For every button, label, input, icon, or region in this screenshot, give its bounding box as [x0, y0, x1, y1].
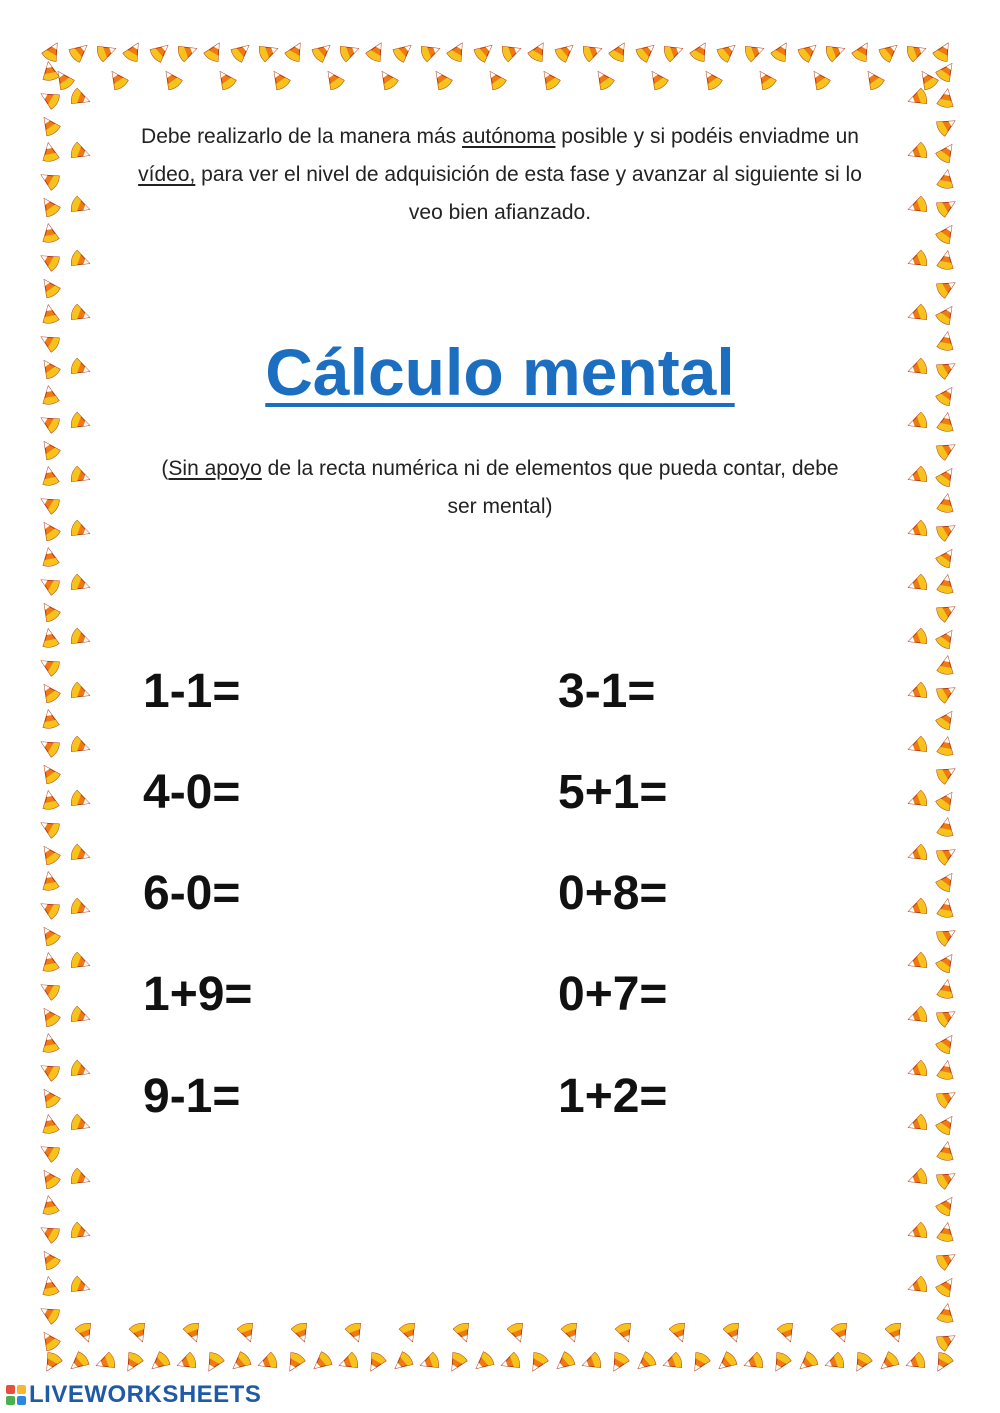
candy-corn-icon	[70, 628, 92, 649]
candy-corn-icon	[770, 39, 793, 63]
candy-corn-icon	[70, 466, 92, 487]
candy-corn-icon	[878, 39, 902, 63]
candy-corn-icon	[70, 1060, 92, 1081]
candy-corn-icon	[445, 1351, 468, 1375]
candy-corn-icon	[538, 67, 561, 91]
candy-corn-icon	[38, 1004, 61, 1028]
candy-corn-icon	[268, 67, 291, 91]
candy-corn-icon	[228, 1351, 252, 1375]
candy-corn-icon	[906, 1276, 928, 1297]
candy-corn-icon	[37, 978, 61, 1001]
support-note-open-paren: (	[161, 457, 169, 480]
operation-right-5: 1+2=	[558, 1070, 668, 1123]
candy-corn-icon	[70, 736, 92, 757]
candy-corn-icon	[70, 1222, 92, 1243]
support-note	[150, 450, 850, 526]
candy-corn-icon	[37, 168, 61, 191]
candy-corn-icon	[935, 1005, 959, 1028]
candy-corn-icon	[37, 1221, 61, 1244]
candy-corn-icon	[935, 1193, 958, 1217]
candy-corn-icon	[37, 1059, 61, 1082]
candy-corn-icon	[906, 1222, 928, 1243]
candy-corn-icon	[258, 41, 280, 62]
candy-corn-icon	[38, 599, 61, 623]
candy-corn-icon	[932, 39, 955, 63]
candy-corn-icon	[935, 762, 959, 785]
candy-corn-icon	[935, 221, 958, 245]
logo-blocks-icon	[6, 1385, 26, 1405]
candy-corn-icon	[906, 682, 928, 703]
candy-corn-icon	[309, 1351, 333, 1375]
candy-corn-icon	[149, 39, 173, 63]
candy-corn-icon	[70, 898, 92, 919]
operation-right-4: 0+7=	[558, 968, 668, 1021]
candy-corn-icon	[906, 1168, 928, 1189]
candy-corn-icon	[526, 1351, 549, 1375]
candy-corn-icon	[935, 276, 959, 299]
candy-corn-icon	[688, 1351, 711, 1375]
candy-corn-icon	[202, 1351, 225, 1375]
candy-corn-icon	[646, 67, 669, 91]
candy-corn-icon	[94, 1352, 116, 1373]
candy-corn-icon	[38, 761, 61, 785]
candy-corn-icon	[420, 41, 442, 62]
instructions-underline-video: vídeo,	[138, 163, 196, 186]
candy-corn-icon	[906, 736, 928, 757]
candy-corn-icon	[825, 41, 847, 62]
candy-corn-icon	[40, 547, 59, 568]
candy-corn-icon	[935, 707, 958, 731]
candy-corn-icon	[446, 39, 469, 63]
candy-corn-icon	[70, 844, 92, 865]
candy-corn-icon	[38, 842, 61, 866]
operation-left-3: 6-0=	[143, 867, 241, 920]
candy-corn-icon	[37, 897, 61, 920]
instructions-underline-autonomous: autónoma	[462, 125, 556, 148]
candy-corn-icon	[38, 275, 61, 299]
instructions-part-2: posible y si podéis enviadme un	[555, 125, 859, 148]
candy-corn-icon	[906, 898, 928, 919]
candy-corn-icon	[38, 437, 61, 461]
candy-corn-icon	[700, 67, 723, 91]
candy-corn-icon	[937, 655, 956, 676]
instructions-text	[120, 118, 880, 232]
candy-corn-icon	[904, 1352, 926, 1373]
candy-corn-icon	[37, 573, 61, 596]
operation-left-1: 1-1=	[143, 665, 241, 718]
candy-corn-icon	[935, 59, 958, 83]
candy-corn-icon	[607, 1351, 630, 1375]
candy-corn-icon	[744, 41, 766, 62]
candy-corn-icon	[661, 1352, 683, 1373]
page-title-text: Cálculo mental	[265, 335, 735, 409]
candy-corn-icon	[38, 1085, 61, 1109]
candy-corn-icon	[66, 1351, 90, 1375]
candy-corn-icon	[937, 1222, 956, 1243]
candy-corn-icon	[70, 88, 92, 109]
candy-corn-icon	[311, 39, 335, 63]
candy-corn-icon	[339, 41, 361, 62]
candy-corn-icon	[40, 1114, 59, 1135]
candy-corn-icon	[808, 67, 831, 91]
candy-corn-icon	[38, 194, 61, 218]
candy-corn-icon	[37, 1302, 61, 1325]
candy-corn-icon	[916, 67, 939, 91]
candy-corn-icon	[669, 1322, 690, 1344]
candy-corn-icon	[484, 67, 507, 91]
candy-corn-icon	[935, 114, 959, 137]
candy-corn-icon	[935, 924, 959, 947]
candy-corn-icon	[906, 952, 928, 973]
candy-corn-icon	[554, 39, 578, 63]
candy-corn-icon	[430, 67, 453, 91]
candy-corn-icon	[723, 1322, 744, 1344]
logo-text: LIVEWORKSHEETS	[29, 1381, 262, 1408]
candy-corn-icon	[935, 788, 958, 812]
candy-corn-icon	[937, 898, 956, 919]
candy-corn-icon	[561, 1322, 582, 1344]
candy-corn-icon	[937, 574, 956, 595]
candy-corn-icon	[906, 304, 928, 325]
support-note-rest: de la recta numérica ni de elementos que pueda contar, debe ser mental)	[261, 457, 839, 518]
candy-corn-icon	[37, 492, 61, 515]
candy-corn-icon	[935, 545, 958, 569]
candy-corn-icon	[40, 709, 59, 730]
candy-corn-icon	[38, 113, 61, 137]
candy-corn-icon	[935, 1112, 958, 1136]
candy-corn-icon	[70, 304, 92, 325]
candy-corn-icon	[40, 223, 59, 244]
candy-corn-icon	[906, 250, 928, 271]
candy-corn-icon	[399, 1322, 420, 1344]
candy-corn-icon	[906, 1114, 928, 1135]
candy-corn-icon	[70, 1006, 92, 1027]
candy-corn-icon	[935, 681, 959, 704]
candy-corn-icon	[284, 39, 307, 63]
candy-corn-icon	[214, 67, 237, 91]
candy-corn-icon	[37, 816, 61, 839]
candy-corn-icon	[797, 39, 821, 63]
candy-corn-icon	[906, 520, 928, 541]
candy-corn-icon	[937, 736, 956, 757]
operation-left-4: 1+9=	[143, 968, 253, 1021]
candy-corn-icon	[851, 39, 874, 63]
candy-corn-icon	[935, 195, 959, 218]
candy-corn-icon	[935, 1086, 959, 1109]
candy-corn-icon	[38, 1247, 61, 1271]
candy-corn-icon	[392, 39, 416, 63]
candy-corn-icon	[38, 680, 61, 704]
candy-corn-icon	[40, 142, 59, 163]
candy-corn-icon	[390, 1351, 414, 1375]
candy-corn-icon	[122, 39, 145, 63]
candy-corn-icon	[633, 1351, 657, 1375]
candy-corn-icon	[345, 1322, 366, 1344]
operation-right-3: 0+8=	[558, 867, 668, 920]
candy-corn-icon	[38, 1166, 61, 1190]
candy-corn-icon	[608, 39, 631, 63]
candy-corn-icon	[935, 519, 959, 542]
candy-corn-icon	[580, 1352, 602, 1373]
candy-corn-icon	[96, 41, 118, 62]
candy-corn-icon	[70, 142, 92, 163]
candy-corn-icon	[937, 493, 956, 514]
candy-corn-icon	[850, 1351, 873, 1375]
candy-corn-icon	[769, 1351, 792, 1375]
candy-corn-icon	[935, 1329, 959, 1352]
candy-corn-icon	[40, 61, 59, 82]
candy-corn-icon	[365, 39, 388, 63]
candy-corn-icon	[615, 1322, 636, 1344]
candy-corn-icon	[147, 1351, 171, 1375]
candy-corn-icon	[906, 41, 928, 62]
candy-corn-icon	[70, 574, 92, 595]
candy-corn-icon	[937, 88, 956, 109]
candy-corn-icon	[714, 1351, 738, 1375]
candy-corn-icon	[552, 1351, 576, 1375]
liveworksheets-logo[interactable]	[6, 1381, 261, 1409]
candy-corn-icon	[203, 39, 226, 63]
candy-corn-icon	[935, 302, 958, 326]
candy-corn-icon	[935, 140, 958, 164]
candy-corn-icon	[40, 871, 59, 892]
candy-corn-icon	[935, 869, 958, 893]
candy-corn-icon	[230, 39, 254, 63]
candy-corn-icon	[689, 39, 712, 63]
instructions-part-3: para ver el nivel de adquisición de esta fase y avanzar al siguiente si lo veo bien afianzado.	[195, 163, 862, 224]
candy-corn-icon	[935, 950, 958, 974]
candy-corn-icon	[40, 1195, 59, 1216]
candy-corn-icon	[527, 39, 550, 63]
candy-corn-icon	[237, 1322, 258, 1344]
candy-corn-icon	[663, 41, 685, 62]
candy-corn-icon	[937, 1303, 956, 1324]
candy-corn-icon	[70, 412, 92, 433]
candy-corn-icon	[823, 1352, 845, 1373]
candy-corn-icon	[906, 142, 928, 163]
candy-corn-icon	[40, 790, 59, 811]
candy-corn-icon	[37, 249, 61, 272]
candy-corn-icon	[937, 979, 956, 1000]
candy-corn-icon	[499, 1352, 521, 1373]
candy-corn-icon	[937, 169, 956, 190]
candy-corn-icon	[337, 1352, 359, 1373]
candy-corn-icon	[40, 1033, 59, 1054]
candy-corn-icon	[68, 39, 92, 63]
candy-corn-icon	[37, 1140, 61, 1163]
candy-corn-icon	[935, 464, 958, 488]
candy-corn-icon	[70, 1168, 92, 1189]
candy-corn-icon	[175, 1352, 197, 1373]
candy-corn-icon	[471, 1351, 495, 1375]
candy-corn-icon	[70, 790, 92, 811]
candy-corn-icon	[935, 1274, 958, 1298]
candy-corn-icon	[38, 518, 61, 542]
candy-corn-icon	[37, 411, 61, 434]
page-title	[0, 330, 1000, 414]
candy-corn-icon	[473, 39, 497, 63]
candy-corn-icon	[777, 1322, 798, 1344]
candy-corn-icon	[70, 952, 92, 973]
candy-corn-icon	[37, 654, 61, 677]
candy-corn-icon	[862, 67, 885, 91]
candy-corn-icon	[37, 87, 61, 110]
operation-left-2: 4-0=	[143, 766, 241, 819]
candy-corn-icon	[70, 250, 92, 271]
candy-corn-icon	[37, 735, 61, 758]
candy-corn-icon	[906, 196, 928, 217]
candy-corn-icon	[795, 1351, 819, 1375]
candy-corn-icon	[75, 1322, 96, 1344]
candy-corn-icon	[376, 67, 399, 91]
operation-right-1: 3-1=	[558, 665, 656, 718]
candy-corn-icon	[906, 628, 928, 649]
candy-corn-icon	[70, 1276, 92, 1297]
candy-corn-icon	[322, 67, 345, 91]
candy-corn-icon	[742, 1352, 764, 1373]
candy-corn-icon	[70, 520, 92, 541]
candy-corn-icon	[121, 1351, 144, 1375]
candy-corn-icon	[937, 1141, 956, 1162]
candy-corn-icon	[906, 412, 928, 433]
candy-corn-icon	[876, 1351, 900, 1375]
candy-corn-icon	[177, 41, 199, 62]
candy-corn-icon	[906, 466, 928, 487]
candy-corn-icon	[937, 250, 956, 271]
candy-corn-icon	[70, 196, 92, 217]
candy-corn-icon	[291, 1322, 312, 1344]
candy-corn-icon	[906, 1006, 928, 1027]
candy-corn-icon	[716, 39, 740, 63]
candy-corn-icon	[183, 1322, 204, 1344]
candy-corn-icon	[41, 39, 64, 63]
candy-corn-icon	[40, 1351, 63, 1375]
candy-corn-icon	[754, 67, 777, 91]
candy-corn-icon	[582, 41, 604, 62]
candy-corn-icon	[38, 1328, 61, 1352]
candy-corn-icon	[935, 843, 959, 866]
candy-corn-icon	[935, 1167, 959, 1190]
candy-corn-icon	[635, 39, 659, 63]
candy-corn-icon	[40, 466, 59, 487]
candy-corn-icon	[906, 1060, 928, 1081]
candy-corn-icon	[507, 1322, 528, 1344]
candy-corn-icon	[40, 952, 59, 973]
candy-corn-icon	[906, 844, 928, 865]
candy-corn-icon	[935, 600, 959, 623]
candy-corn-icon	[906, 790, 928, 811]
candy-corn-icon	[40, 628, 59, 649]
candy-corn-icon	[501, 41, 523, 62]
candy-corn-icon	[70, 1114, 92, 1135]
candy-corn-icon	[129, 1322, 150, 1344]
candy-corn-icon	[256, 1352, 278, 1373]
candy-corn-icon	[935, 438, 959, 461]
candy-corn-icon	[906, 574, 928, 595]
candy-corn-icon	[831, 1322, 852, 1344]
candy-corn-icon	[937, 1060, 956, 1081]
candy-corn-icon	[885, 1322, 906, 1344]
candy-corn-icon	[935, 1248, 959, 1271]
candy-corn-icon	[592, 67, 615, 91]
candy-corn-icon	[40, 304, 59, 325]
candy-corn-icon	[106, 67, 129, 91]
instructions-part-1: Debe realizarlo de la manera más	[141, 125, 463, 148]
candy-corn-icon	[935, 1031, 958, 1055]
candy-corn-icon	[931, 1351, 954, 1375]
candy-corn-icon	[906, 88, 928, 109]
candy-corn-icon	[937, 412, 956, 433]
operation-left-5: 9-1=	[143, 1070, 241, 1123]
candy-corn-icon	[160, 67, 183, 91]
candy-corn-icon	[935, 626, 958, 650]
candy-corn-icon	[937, 817, 956, 838]
candy-corn-icon	[70, 682, 92, 703]
candy-corn-icon	[40, 1276, 59, 1297]
candy-corn-icon	[38, 923, 61, 947]
candy-corn-icon	[283, 1351, 306, 1375]
candy-corn-icon	[418, 1352, 440, 1373]
operation-right-2: 5+1=	[558, 766, 668, 819]
candy-corn-icon	[364, 1351, 387, 1375]
candy-corn-icon	[453, 1322, 474, 1344]
support-note-underline: Sin apoyo	[168, 457, 262, 480]
